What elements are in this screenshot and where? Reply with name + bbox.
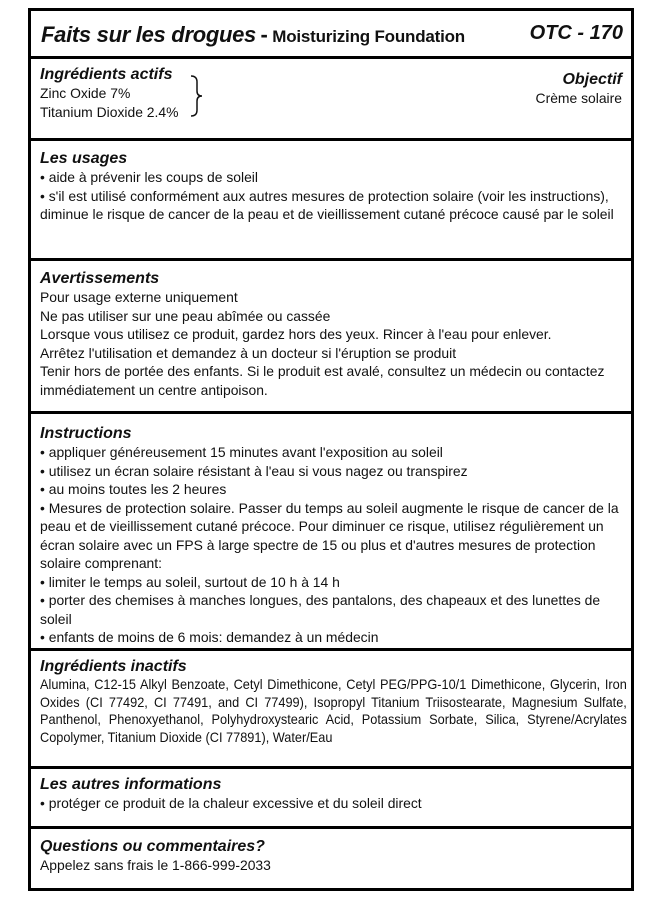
product-code: OTC - 170 [529,22,623,44]
directions-item: • porter des chemises à manches longues, des pantalons, des chapeaux et des lunettes de soleil [40,592,601,627]
warnings-heading: Avertissements [40,270,160,287]
warnings-item: Arrêtez l'utilisation et demandez à un docteur si l'éruption se produit [40,344,457,361]
title-separator: - [260,22,268,47]
directions-item: • limiter le temps au soleil, surtout de 10 h à 14 h [40,573,340,590]
warnings-list [40,288,622,399]
warnings-item: Ne pas utiliser sur une peau abîmée ou cassée [40,307,331,324]
section-divider [31,766,631,769]
uses-section [31,149,631,224]
questions-heading: Questions ou commentaires? [40,838,265,855]
brace-icon [189,75,203,117]
other-information-section [31,775,631,813]
active-ingredient: Titanium Dioxide 2.4% [40,103,179,120]
questions-section [31,837,631,875]
other-information-list [40,794,622,813]
section-divider [31,138,631,141]
uses-list [40,168,622,224]
other-information-item: • protéger ce produit de la chaleur excessive et du soleil direct [40,795,422,811]
other-information-heading: Les autres informations [40,776,222,793]
purpose-block [536,70,622,108]
warnings-item: Pour usage externe uniquement [40,289,238,305]
purpose-value: Crème solaire [535,90,622,106]
warnings-item: Lorsque vous utilisez ce produit, gardez hors des yeux. Rincer à l'eau pour enlever. [40,326,552,342]
section-divider [31,648,631,651]
warnings-section [31,269,631,399]
active-ingredients-heading: Ingrédients actifs [40,66,173,83]
purpose-heading: Objectif [562,71,622,88]
directions-heading: Instructions [40,425,132,442]
questions-phone: Appelez sans frais le 1-866-999-2033 [40,857,271,873]
section-divider [31,826,631,829]
directions-item: • enfants de moins de 6 mois: demandez à un médecin [40,629,379,645]
uses-item: • s'il est utilisé conformément aux autres mesures de protection solaire (voir les instructions), diminue le risque de cancer de la peau et de vieillissement cutané précoce causé par le soleil [40,187,614,222]
directions-item: • utilisez un écran solaire résistant à l'eau si vous nagez ou transpirez [40,462,468,479]
section-divider [31,411,631,414]
directions-section [31,424,631,647]
warnings-item: Tenir hors de portée des enfants. Si le produit est avalé, consultez un médecin ou contactez immédiatement un centre antipoison. [40,363,605,398]
directions-item: • appliquer généreusement 15 minutes avant l'exposition au soleil [40,444,443,460]
label-title [41,22,465,48]
inactive-ingredients-section [31,657,631,746]
inactive-ingredients-heading: Ingrédients inactifs [40,658,187,675]
title-main: Faits sur les drogues [41,22,256,47]
uses-item: • aide à prévenir les coups de soleil [40,169,258,185]
directions-list [40,443,622,647]
directions-item: • au moins toutes les 2 heures [40,481,227,497]
active-ingredient: Zinc Oxide 7% [40,85,131,101]
inactive-ingredients-text: Alumina, C12-15 Alkyl Benzoate, Cetyl Dimethicone, Cetyl PEG/PPG-10/1 Dimethicone, Glycerin, Iron Oxides (CI 77492, CI 77491, and CI 77499), Isopropyl Titanium Triisostearate, Magnesium Sulfate, Panthenol, Phenoxyethanol, Polyhydroxystearic Acid, Potassium Sorbate, Silica, Styrene/Acrylates Copolymer, Titanium Dioxide (CI 77891), Water/Eau [40,677,627,745]
section-divider [31,56,631,59]
product-name: Moisturizing Foundation [272,27,465,46]
section-divider [31,258,631,261]
directions-item: • Mesures de protection solaire. Passer du temps au soleil augmente le risque de cancer de la peau et de vieillissement cutané précoce. Pour diminuer ce risque, utilisez régulièrement un écran solaire avec un FPS à large spectre de 15 ou plus et d'autres mesures de protection solaire comprenant: [40,499,619,571]
drug-facts-label [28,8,634,891]
uses-heading: Les usages [40,150,128,167]
